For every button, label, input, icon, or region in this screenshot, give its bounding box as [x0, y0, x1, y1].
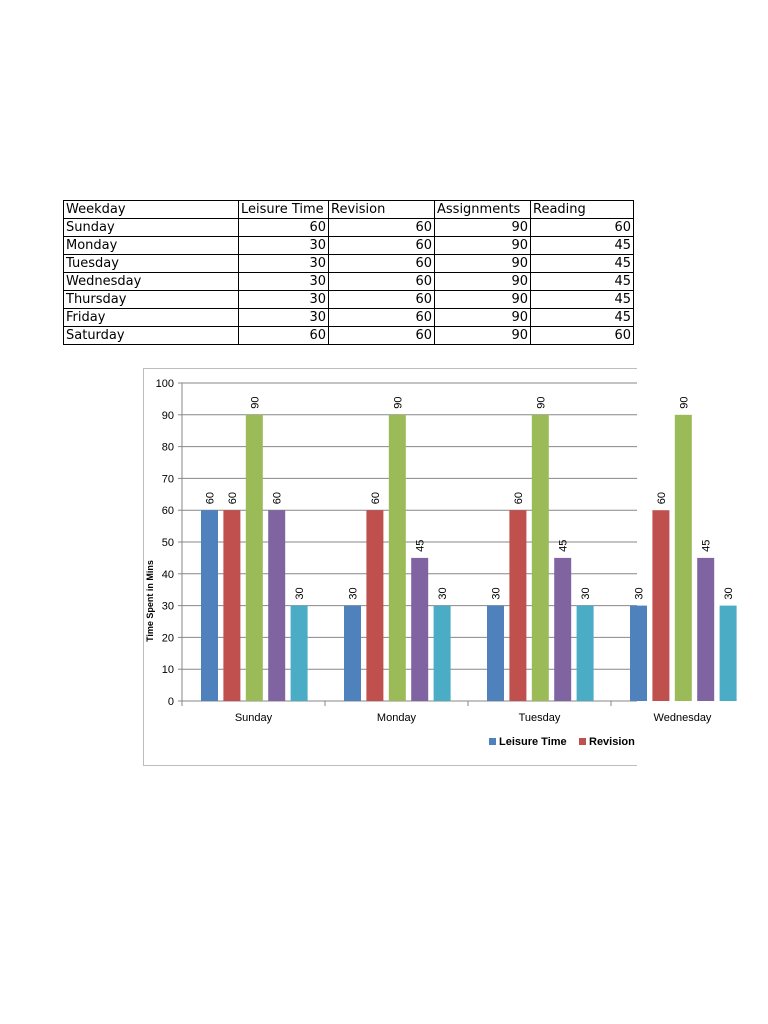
table-row	[64, 255, 634, 273]
x-tick-label: Wednesday	[653, 712, 712, 724]
bars	[201, 415, 737, 701]
table-cell-value: 30	[239, 237, 329, 255]
table-cell-value: 60	[329, 237, 435, 255]
bar	[344, 606, 361, 701]
bar	[389, 415, 406, 701]
data-label: 30	[580, 587, 593, 600]
y-tick-label: 60	[161, 505, 174, 518]
table-row	[64, 327, 634, 345]
data-label: 90	[535, 396, 548, 409]
bar	[223, 510, 240, 701]
table-cell-value: 60	[329, 273, 435, 291]
data-label: 60	[369, 491, 382, 505]
legend-swatch	[579, 738, 586, 745]
bar	[554, 558, 571, 701]
bar	[697, 558, 714, 701]
data-label: 45	[557, 539, 570, 552]
table-cell-value: 90	[435, 327, 531, 345]
table-cell-value: 45	[531, 309, 634, 327]
y-tick-label: 80	[161, 441, 174, 454]
table-row	[64, 273, 634, 291]
data-label: 90	[678, 396, 691, 409]
header-reading: Reading	[531, 201, 634, 219]
bar	[675, 415, 692, 701]
bar-chart	[143, 368, 736, 766]
table-cell-value: 60	[239, 219, 329, 237]
table-cell-value: 90	[435, 255, 531, 273]
table-cell-value: 90	[435, 237, 531, 255]
header-assignments: Assignments	[435, 201, 531, 219]
data-label: 30	[437, 587, 450, 600]
table-cell-value: 90	[435, 309, 531, 327]
y-axis-label: Time Spent in Mins	[145, 560, 155, 642]
y-tick-label: 20	[161, 632, 174, 645]
table-row	[64, 237, 634, 255]
x-tick-label: Monday	[376, 712, 417, 724]
bar	[509, 510, 526, 701]
table-cell-value: 90	[435, 291, 531, 309]
legend-label: Revision	[589, 736, 635, 748]
bar	[434, 606, 451, 701]
data-label: 60	[512, 491, 525, 505]
y-tick-label: 40	[161, 568, 174, 581]
table-cell-value: 60	[329, 255, 435, 273]
data-label: 45	[700, 539, 713, 552]
data-label: 30	[723, 587, 736, 600]
data-label: 30	[347, 587, 360, 600]
data-label: 60	[226, 491, 239, 505]
table-cell-value: 60	[531, 327, 634, 345]
table-cell-weekday: Saturday	[64, 327, 239, 345]
table-row	[64, 291, 634, 309]
bar	[487, 606, 504, 701]
bar	[577, 606, 594, 701]
table-cell-value: 60	[329, 219, 435, 237]
bar	[720, 606, 737, 701]
table-cell-weekday: Monday	[64, 237, 239, 255]
bar	[630, 606, 647, 701]
bar	[246, 415, 263, 701]
bar	[411, 558, 428, 701]
table-cell-value: 45	[531, 273, 634, 291]
table-cell-weekday: Thursday	[64, 291, 239, 309]
y-tick-label: 50	[161, 537, 174, 549]
legend	[489, 736, 635, 748]
table-cell-value: 90	[435, 273, 531, 291]
table-cell-value: 90	[435, 219, 531, 237]
legend-swatch	[489, 738, 496, 745]
table-header-row	[64, 201, 634, 219]
data-label: 30	[633, 587, 646, 600]
table-cell-value: 60	[239, 327, 329, 345]
table-cell-value: 30	[239, 291, 329, 309]
header-revision: Revision	[329, 201, 435, 219]
table-cell-value: 60	[329, 327, 435, 345]
x-tick-label: Tuesday	[518, 712, 561, 724]
table-cell-value: 30	[239, 255, 329, 273]
data-label: 30	[490, 587, 503, 600]
table-cell-value: 45	[531, 255, 634, 273]
table-cell-weekday: Tuesday	[64, 255, 239, 273]
table-cell-value: 60	[329, 291, 435, 309]
bar	[532, 415, 549, 701]
data-label: 45	[414, 539, 427, 552]
header-leisure-time: Leisure Time	[239, 201, 329, 219]
table-cell-weekday: Wednesday	[64, 273, 239, 291]
table-cell-value: 60	[531, 219, 634, 237]
table-row	[64, 219, 634, 237]
bar	[201, 510, 218, 701]
header-weekday: Weekday	[64, 201, 239, 219]
bar	[291, 606, 308, 701]
table-cell-value: 30	[239, 309, 329, 327]
table-body	[64, 219, 634, 345]
table-cell-weekday: Sunday	[64, 219, 239, 237]
x-tick-label: Sunday	[234, 712, 273, 724]
data-label: 30	[294, 587, 307, 600]
data-label: 90	[392, 396, 405, 409]
table-row	[64, 309, 634, 327]
data-label: 60	[655, 491, 668, 505]
table-cell-value: 30	[239, 273, 329, 291]
data-label: 60	[204, 491, 217, 505]
table-cell-value: 60	[329, 309, 435, 327]
data-label: 60	[271, 491, 284, 505]
y-tick-label: 70	[161, 473, 174, 486]
y-tick-label: 10	[161, 664, 174, 677]
y-tick-label: 90	[161, 409, 174, 422]
bar	[652, 510, 669, 701]
table-cell-value: 45	[531, 291, 634, 309]
table-cell-value: 45	[531, 237, 634, 255]
data-label: 90	[249, 396, 262, 409]
chart-canvas	[144, 369, 736, 765]
y-tick-label: 100	[155, 378, 174, 390]
bar	[366, 510, 383, 701]
bar	[268, 510, 285, 701]
y-tick-label: 0	[167, 696, 174, 708]
table-cell-weekday: Friday	[64, 309, 239, 327]
legend-label: Leisure Time	[499, 736, 567, 748]
weekday-time-table	[63, 200, 634, 345]
y-tick-label: 30	[161, 600, 174, 613]
